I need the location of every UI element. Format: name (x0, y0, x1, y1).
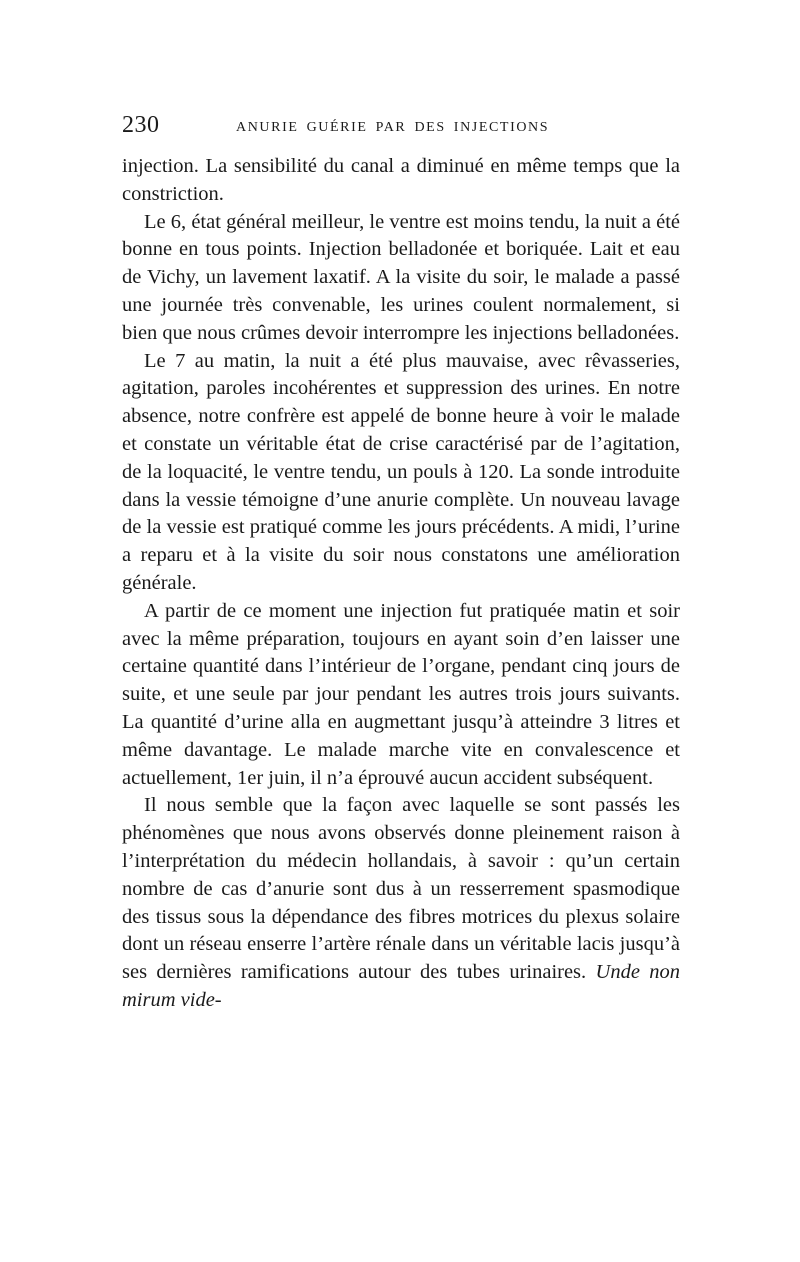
paragraph: Le 7 au matin, la nuit a été plus mauvaise, avec rêvasseries, agitation, paroles incohérentes et suppression des urines. En notre absence, notre confrère est appelé de bonne heure à voir le malade et constate un véritable état de crise caractérisé par de l’agitation, de la loquacité, le ventre tendu, un pouls à 120. La sonde introduite dans la vessie témoigne d’une anurie complète. Un nouveau lavage de la vessie est pratiqué comme les jours précédents. A midi, l’urine a reparu et à la visite du soir nous constatons une amélioration générale. (122, 349, 680, 594)
running-title: ANURIE GUÉRIE PAR DES INJECTIONS (236, 120, 550, 135)
paragraph: Le 6, état général meilleur, le ventre est moins tendu, la nuit a été bonne en tous points. Injection belladonée et boriquée. Lait et eau de Vichy, un lavement laxatif. A la visite du soir, le malade a passé une journée très convenable, les urines coulent normalement, si bien que nous crûmes devoir interrompre les injections belladonées. (122, 210, 680, 344)
body-text (122, 153, 680, 1015)
paragraph: A partir de ce moment une injection fut pratiquée matin et soir avec la même préparation, toujours en ayant soin d’en laisser une certaine quantité dans l’intérieur de l’organe, pendant cinq jours de suite, et une seule par jour pendant les autres trois jours suivants. La quantité d’urine alla en augmettant jusqu’à atteindre 3 litres et même davantage. Le malade marche vite en convalescence et actuellement, 1er juin, il n’a éprouvé aucun accident subséquent. (122, 599, 680, 789)
paragraph-text: Il nous semble que la façon avec laquelle se sont passés les phénomènes que nous avons observés donne pleinement raison à l’interprétation du médecin hollandais, à savoir : qu’un certain nombre de cas d’anurie sont dus à un resserrement spasmodique des tissus sous la dépendance des fibres motrices du plexus solaire dont un réseau enserre l’artère rénale dans un véritable lacis jusqu’à ses dernières ramifications autour des tubes urinaires. (122, 794, 680, 984)
page-number: 230 (122, 112, 160, 138)
running-header (122, 112, 682, 142)
paragraph: injection. La sensibilité du canal a diminué en même temps que la constriction. (122, 155, 680, 205)
latin-phrase: Unde non mirum vide- (122, 961, 681, 1011)
paragraph-last (122, 792, 680, 1014)
